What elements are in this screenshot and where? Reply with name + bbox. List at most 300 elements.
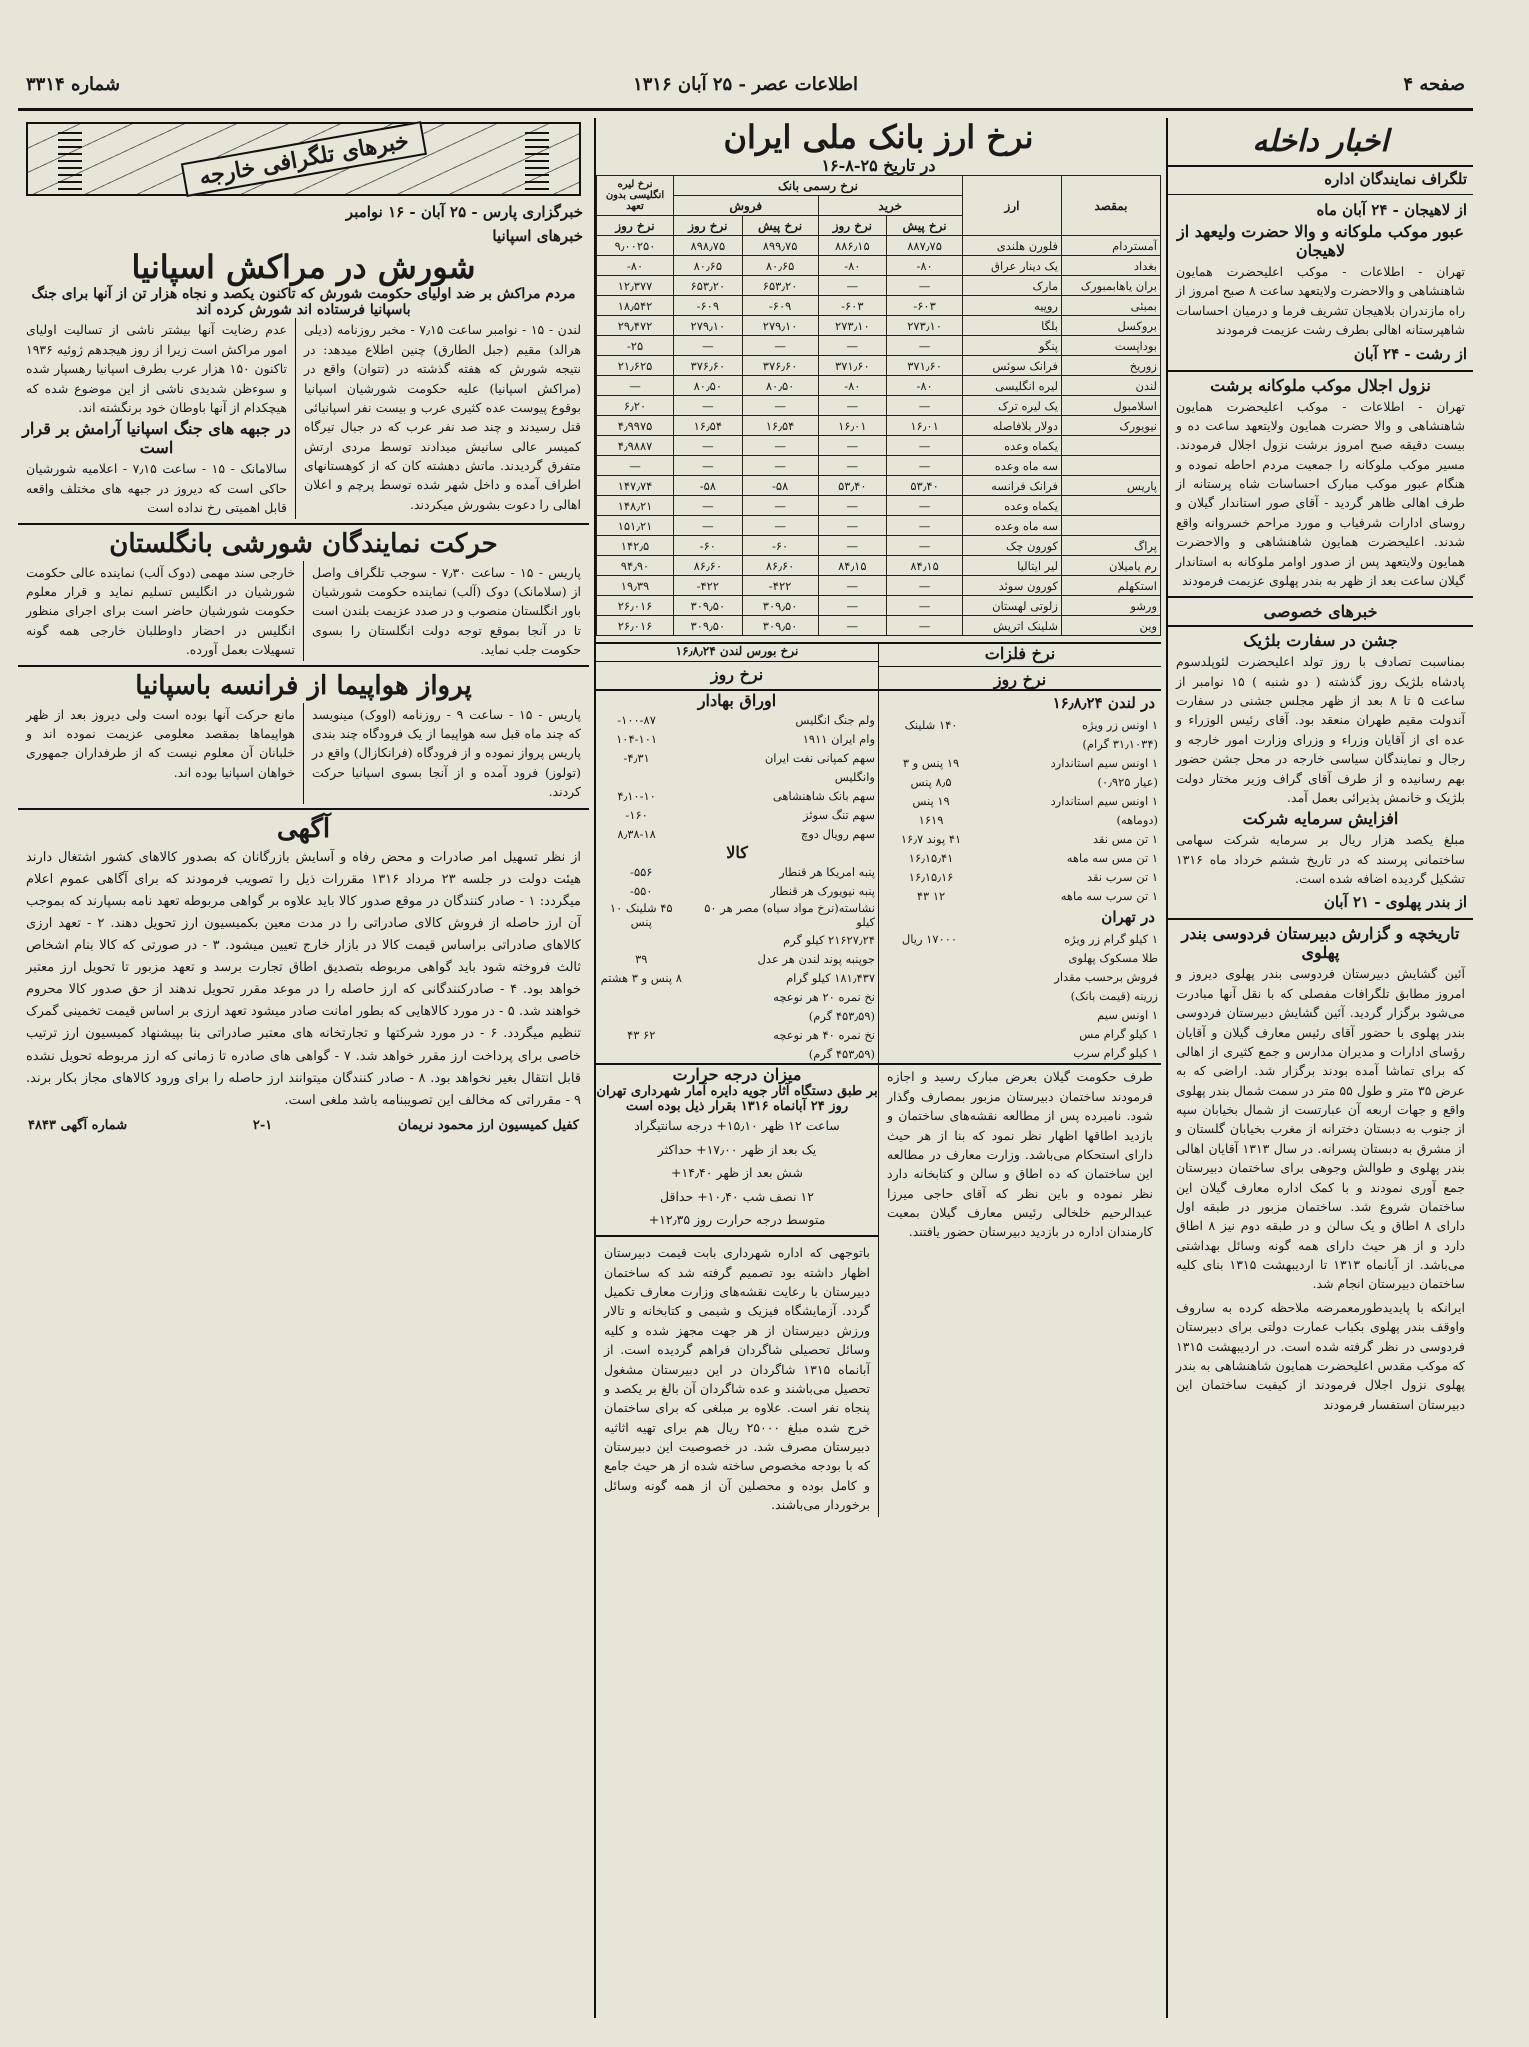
- plane-headline: پرواز هواپیما از فرانسه باسپانیا: [135, 671, 472, 702]
- table-row: [879, 1005, 1161, 1024]
- temperature-subtitle: بر طبق دستگاه آثار جویه دایره آمار شهرداری تهران: [596, 1084, 878, 1100]
- rate-cell-city: استکهلم: [1062, 576, 1161, 596]
- rate-cell-b2: —: [818, 596, 887, 616]
- rate-cell-p: ۱۴۷٫۷۴: [597, 476, 674, 496]
- item-value: ۴٫۳۱-: [623, 750, 650, 765]
- rate-cell-b1: ۵۳٫۴۰: [887, 476, 963, 496]
- rate-cell-s1: ۸۰٫۵۰: [742, 376, 818, 396]
- item-name: سهم رویال دوچ: [800, 826, 875, 841]
- item-value: [596, 987, 687, 1006]
- foreign-telegraph-banner: [26, 122, 581, 196]
- rate-cell-b2: ۶۰۳-: [818, 296, 887, 316]
- rate-cell-s1: ۲۷۹٫۱۰: [742, 316, 818, 336]
- rate-row: [597, 396, 1161, 416]
- col-official: نرخ رسمی بانک: [674, 176, 963, 196]
- rate-cell-b2: —: [818, 336, 887, 356]
- rate-cell-b2: ۵۳٫۴۰: [818, 476, 887, 496]
- metals-rate: نرخ روز: [710, 665, 764, 685]
- rate-cell-b1: —: [887, 276, 963, 296]
- rate-cell-s1: ۸۶٫۶۰: [742, 556, 818, 576]
- item-name: (دوماهه): [1116, 812, 1158, 827]
- rate-cell-b2: ۸۴٫۱۵: [818, 556, 887, 576]
- bonds-table: [596, 710, 878, 843]
- table-row: [596, 881, 878, 900]
- rate-cell-cur: زلوتی لهستان: [963, 596, 1062, 616]
- temperature-line: ۱۲ نصف شب ۱۰٫۴۰+ حداقل: [660, 1188, 814, 1204]
- rate-cell-city: [1062, 436, 1161, 456]
- ad-title: آگهی: [276, 813, 331, 844]
- rate-cell-cur: دولار بلافاصله: [963, 416, 1062, 436]
- temperature-day: روز ۲۴ آبانماه ۱۳۱۶ بقرار ذیل بوده است: [625, 1099, 849, 1115]
- morocco-text-b: عدم رضایت آنها بیشتر ناشی از تسالیت اولیای امور مراکش است زیرا از روز هیجدهم ژوئیه ۱۹۳۶ تاکنون ۱۵۰ هزار عرب بطرف اسپانیا رهسپار شده و سوءظن شدیدی ناشی از این موضوع شده که هیچکدام از آنها باوطان خود برنگشته اند.: [26, 322, 287, 415]
- banner-title: خبرهای تلگرافی خارجه: [180, 121, 426, 197]
- rate-cell-city: ورشو: [1062, 596, 1161, 616]
- rate-cell-city: [1062, 456, 1161, 476]
- rate-row: [597, 436, 1161, 456]
- rate-cell-cur: لیره انگلیسی: [963, 376, 1062, 396]
- rate-cell-s2: ۶۰۹-: [674, 296, 743, 316]
- item-name: (۴۵۳٫۵۹ گرم): [808, 1046, 875, 1061]
- item-value: [879, 1043, 980, 1062]
- rate-cell-cur: کورون چک: [963, 536, 1062, 556]
- rate-cell-s2: —: [674, 396, 743, 416]
- table-row: [879, 772, 1161, 791]
- rate-cell-b1: —: [887, 396, 963, 416]
- col-buy-prev: نرخ پیش: [887, 216, 963, 236]
- rate-cell-p: ۲۱٫۶۲۵: [597, 356, 674, 376]
- rate-cell-p: ۱۴۲٫۵: [597, 536, 674, 556]
- item-name: ۱ تن سرب سه ماهه: [1060, 888, 1158, 903]
- col-sell-today: نرخ روز: [674, 216, 743, 236]
- rate-cell-city: بمبئی: [1062, 296, 1161, 316]
- rate-cell-b2: —: [818, 536, 887, 556]
- table-row: [879, 1024, 1161, 1043]
- item-value: [596, 1044, 687, 1063]
- rate-cell-s1: —: [742, 396, 818, 416]
- item-value: ۸ پنس و ۳ هشتم: [600, 970, 682, 985]
- rate-cell-s1: ۳۰۹٫۵۰: [742, 616, 818, 636]
- rate-cell-city: بوداپست: [1062, 336, 1161, 356]
- col-buy: خرید: [818, 196, 962, 216]
- bank-rates-title: نرخ ارز بانک ملی ایران: [723, 118, 1034, 156]
- item-value: ۱۶۰-: [625, 807, 648, 822]
- exchange-rate-table: [596, 175, 1161, 636]
- rate-cell-b1: —: [887, 336, 963, 356]
- rate-cell-s2: —: [674, 336, 743, 356]
- rate-cell-b2: ۱۶٫۰۱: [818, 416, 887, 436]
- rate-cell-cur: لیر ایتالیا: [963, 556, 1062, 576]
- col-buy-today: نرخ روز: [818, 216, 887, 236]
- rate-cell-s2: ۳۰۹٫۵۰: [674, 616, 743, 636]
- item-name: پنبه امریکا هر قنطار: [779, 864, 875, 879]
- issue-number: شماره ۳۳۱۴: [26, 74, 121, 95]
- plane-text-a: پاریس - ۱۵ - ساعت ۹ - روزنامه (اووک) مینویسد که چند ماه قبل سه هواپیما از یک فرودگاه چند بندی پاریس پرواز نموده و از فرودگاه (فرانکازال) واقع در (تولوز) فرود آمده و از آنجا بسوی اسپانیا حرکت کردند.: [312, 706, 581, 800]
- item-name: (۳۱٫۱۰۳۴ گرام): [1082, 736, 1158, 751]
- rate-cell-s1: ۶۵۳٫۲۰: [742, 276, 818, 296]
- col-pound-today: نرخ روز: [597, 216, 674, 236]
- ad-text: از نظر تسهیل امر صادرات و محض رفاه و آسایش بازرگانان که بصدور کالاهای کشور اشتغال دارند هیئت دولت در جلسه ۲۳ مرداد ۱۳۱۶ مقررات ذیل را تصویب فرمودند که برای آگاهی عموم اعلام میگردد: ۱ - صادر کنندگان در موقع صدور کالا باید علاوه بر گواهی مربوطه تعهد نامه بسپارند که بموجب آن ارز حاصله از فروش کالای صادراتی را در مدت معین بکمیسیون ارز تحویل دهند. ۲ - تعهد ارزی کالاهای صادراتی براساس قیمت کالا در بازار خارج تعیین میشود. ۳ - در صورتی که کالا بنام اشخاص ثالث فروخته شود باید گواهی مربوطه بتصدیق اطاق تجارت برسد و تعهد مزبور تا تحویل ارز معتبر خواهد بود. ۴ - صادرکنندگانی که ارز حاصله را در موعد مقرر تحویل ندهند از حق صدور کالا محروم خواهند شد. ۵ - در مورد کالاهایی که بطور امانت صادر میشود تعهد ارزی بر اساس قیمت تخمینی گمرک تنظیم میگردد. ۶ - در مورد شرکتها و تجارتخانه های معتبر صادراتی بنا بپیشنهاد کمیسیون ارز ترتیب خاصی برای پرداخت ارز مقرر خواهد شد. ۷ - گواهی های صادره تا زمانی که ارز مربوطه تحویل نشده قابل انتقال بغیر نخواهد بود. ۸ - صادر کنندگان میتوانند ارز حاصله را برای ورود کالاهای مجاز بکار برند. ۹ - مقرراتی که مخالف این تصویبنامه باشد ملغی است.: [26, 849, 582, 1108]
- rate-cell-city: پاریس: [1062, 476, 1161, 496]
- spain-label: خبرهای اسپانیا: [492, 227, 583, 245]
- rate-cell-s1: —: [742, 516, 818, 536]
- lahijan-date: از لاهیجان - ۲۴ آبان ماه: [1316, 201, 1467, 219]
- rate-cell-cur: فرانک فرانسه: [963, 476, 1062, 496]
- rate-cell-b2: —: [818, 396, 887, 416]
- item-name: ۱ تن مس سه ماهه: [1066, 850, 1158, 865]
- table-row: [596, 710, 878, 729]
- rate-cell-s2: ۱۶٫۵۴: [674, 416, 743, 436]
- morocco-subheadline: مردم مراکش بر ضد اولیای حکومت شورش که تاکنون یکصد و نجاه هزار تن از آنها برای جنگ باسپانیا فرستاده اند شورش کرده اند: [31, 286, 576, 319]
- rate-row: [597, 576, 1161, 596]
- rate-cell-b1: ۸۸۷٫۷۵: [887, 236, 963, 256]
- rate-cell-cur: یک دینار عراق: [963, 256, 1062, 276]
- item-name: ۱ تن سرب نقد: [1087, 869, 1158, 884]
- rate-cell-city: وین: [1062, 616, 1161, 636]
- rate-cell-cur: یکماه وعده: [963, 496, 1062, 516]
- lahijan-headline: عبور موکب ملوکانه و والا حضرت ولیعهد از لاهیجان: [1177, 222, 1464, 260]
- col-sell-prev: نرخ پیش: [742, 216, 818, 236]
- masthead: [18, 70, 1473, 111]
- rate-cell-s2: ۳۷۶٫۶۰: [674, 356, 743, 376]
- rate-cell-s2: ۶۰-: [674, 536, 743, 556]
- rate-cell-s1: ۱۶٫۵۴: [742, 416, 818, 436]
- capital-headline: افزایش سرمایه شرکت: [1242, 809, 1399, 829]
- rate-row: [597, 356, 1161, 376]
- rate-cell-b2: ۲۷۳٫۱۰: [818, 316, 887, 336]
- rate-cell-s1: ۸۹۹٫۷۵: [742, 236, 818, 256]
- item-name: نشاسته(نرخ مواد سیاه) مصر هر ۵۰ کیلو: [704, 901, 875, 930]
- rate-cell-b1: ۸۰-: [887, 376, 963, 396]
- temperature-title: میزان درجه حرارت: [672, 1065, 802, 1085]
- item-value: [879, 967, 980, 986]
- rate-cell-s2: ۸۰٫۶۵: [674, 256, 743, 276]
- rate-row: [597, 336, 1161, 356]
- table-row: [596, 900, 878, 930]
- rate-cell-p: ۹۴٫۹۰: [597, 556, 674, 576]
- rate-cell-p: ۱۹٫۳۹: [597, 576, 674, 596]
- table-row: [596, 786, 878, 805]
- item-name: وانگلیس: [834, 769, 875, 784]
- metals-today: نرخ روز: [993, 670, 1047, 690]
- london-label: در لندن ۱۶٫۸٫۲۴: [1052, 694, 1155, 713]
- rate-cell-b1: —: [887, 516, 963, 536]
- rate-cell-cur: یک لیره ترک: [963, 396, 1062, 416]
- rate-cell-city: آمستردام: [1062, 236, 1161, 256]
- rate-cell-cur: پنگو: [963, 336, 1062, 356]
- rate-cell-b2: —: [818, 516, 887, 536]
- rate-row: [597, 416, 1161, 436]
- rate-cell-p: ۲۵-: [597, 336, 674, 356]
- rate-cell-p: ۲۹٫۴۷۲: [597, 316, 674, 336]
- rate-cell-cur: شلینک اتریش: [963, 616, 1062, 636]
- rate-cell-p: ۱۲٫۳۷۷: [597, 276, 674, 296]
- rate-row: [597, 296, 1161, 316]
- school-text: آئین گشایش دبیرستان فردوسی بندر پهلوی دیروز و امروز مطابق تلگرافات مفصلی که با نقل آنها مبادرت می‌شود برگزار گردید. آئین گشایش دبیرستان فردوسی بندر پهلوی با حضور آقای رئیس معارف گیلان و آقایان رؤسای ادارات و مدیران مدارس و جمع کثیری از اهالی که برای تماشا آمده بودند برگزار شد. اراضی که به عرض ۳۵ متر و طول ۵۵ متر در سمت شمال بندر پهلوی واقع و جهات اربعه آن عبارتست از شمال بخیابان سپه از جنوب به دبستان دخترانه از مغرب بخیابان گلستان و از مشرق به دبستان پسرانه. در سال ۱۳۱۳ آقایان اهالی بندر پهلوی و طوالش وجوهی برای ساختمان دبیرستان جمع آوری نمودند و با کمک اداره معارف گیلان این ساختمان شروع شد. ساختمان مزبور در طبقه اول دارای ۸ اطاق و یک سالن و در طبقه دوم نیز ۸ اطاق دارد و از هر حیث دارای همه گونه وسائل بهداشتی می‌باشد. از آبانماه ۱۳۱۳ تا اردیبهشت ۱۳۱۵ بنای کلیه ساختمان دبیرستان انجام شد.: [1176, 966, 1465, 1292]
- table-row: [596, 987, 878, 1006]
- table-row: [879, 848, 1161, 867]
- rasht-date: از رشت - ۲۴ آبان: [1353, 344, 1467, 363]
- table-row: [596, 748, 878, 767]
- rate-cell-b2: ۸۸۶٫۱۵: [818, 236, 887, 256]
- temperature-line: متوسط درجه حرارت روز ۱۲٫۳۵+: [648, 1211, 826, 1227]
- rate-row: [597, 456, 1161, 476]
- rate-cell-s2: —: [674, 456, 743, 476]
- table-row: [879, 886, 1161, 905]
- item-value: ۱۷۰۰۰ ریال: [901, 931, 958, 946]
- rate-cell-city: زوریخ: [1062, 356, 1161, 376]
- item-value: ۴٫۱۰-۱۰: [617, 788, 656, 803]
- rate-cell-p: ۱۵۱٫۲۱: [597, 516, 674, 536]
- rate-cell-b1: —: [887, 616, 963, 636]
- market-column: [594, 118, 1161, 2018]
- rate-row: [597, 276, 1161, 296]
- table-row: [596, 1025, 878, 1044]
- school-headline: تاریخچه و گزارش دبیرستان فردوسی بندر پهلوی: [1181, 924, 1460, 963]
- pars-agency-label: خبرگزاری پارس - ۲۵ آبان - ۱۶ نوامبر: [345, 203, 583, 221]
- rate-cell-cur: سه ماه وعده: [963, 456, 1062, 476]
- rate-cell-s2: —: [674, 496, 743, 516]
- rate-cell-p: ۴٫۹۹۷۵: [597, 416, 674, 436]
- rate-cell-p: ۱۴۸٫۲۱: [597, 496, 674, 516]
- rate-cell-s1: —: [742, 336, 818, 356]
- kala-title: کالا: [726, 843, 748, 863]
- rate-cell-s2: —: [674, 436, 743, 456]
- rate-row: [597, 496, 1161, 516]
- rate-cell-city: بغداد: [1062, 256, 1161, 276]
- item-name: ۱ کیلو گرام سرب: [1073, 1045, 1158, 1060]
- item-name: (۴۵۳٫۵۹ گرم): [808, 1008, 875, 1023]
- item-value: ۶۲ ۴۳: [627, 1027, 656, 1042]
- rate-cell-cur: کورون سوئد: [963, 576, 1062, 596]
- morocco-text-a: لندن - ۱۵ - نوامبر ساعت ۷٫۱۵ - مخبر روزنامه (دیلی هرالد) مقیم (جبل الطارق) چنین اطلاع میدهد: در نتیجه شورش که هفته گذشته در (تتوان) واقع در (مراکش اسپانیا) علیه حکومت شورشیان اسپانیا بوقوع پیوست عده کثیری عرب و بیست نفر اسپانیائی قتل رسیدند و چند صد نفر عرب که در جبال تیرگاه کمیسر عالی سانیش میدادند توسط مردی ارتش متفرق گردیدند. ماتش دهشته کان که از کوهستانهای اطراف آمده و داخل شهر شده توسط پرچم و اعلان اهالی را دعوت بشورش میکردند.: [304, 322, 581, 512]
- rate-cell-b2: —: [818, 276, 887, 296]
- temperature-line: شش بعد از ظهر ۱۴٫۴۰+: [671, 1165, 803, 1181]
- newspaper-page: [18, 22, 1473, 2027]
- tehran-title: در تهران: [1101, 908, 1155, 927]
- table-row: [596, 805, 878, 824]
- rate-cell-s1: ۶۰۹-: [742, 296, 818, 316]
- item-name: ۱ اونس سیم استاندارد: [1050, 793, 1158, 808]
- item-value: [879, 1005, 980, 1024]
- lahijan-text: تهران - اطلاعات - موکب اعلیحضرت همایون شاهنشاهی و والاحضرت ولایتعهد ساعت ۸ صبح امروز از راه مازندران بلاهیجان تشریف فرما و درمیان احساسات شاهپرستانه اهالی بطرف رشت عزیمت فرمودند: [1176, 264, 1465, 338]
- front-headline: در جبهه های جنگ اسپانیا آرامش بر قرار است: [22, 419, 291, 458]
- item-value: ۳۹: [635, 951, 648, 966]
- rate-cell-b1: —: [887, 436, 963, 456]
- rate-row: [597, 536, 1161, 556]
- england-text-a: پاریس - ۱۵ - ساعت ۷٫۳۰ - سوجب تلگراف واصل از (سلامانک) دوک (آلب) نماینده حکومت شورشیان باور انگلستان منصوب و در صدد عزیمت بلندن است تا در آنجا بموقع توجه دولت انگلستان را بسوی حکومت جلب نماید.: [312, 564, 581, 658]
- rate-cell-city: لندن: [1062, 376, 1161, 396]
- item-value: ۵۵۰-: [630, 883, 653, 898]
- table-row: [879, 715, 1161, 734]
- table-row: [879, 948, 1161, 967]
- domestic-news-logo: اخبار داخله: [1168, 118, 1473, 167]
- rate-cell-b1: —: [887, 496, 963, 516]
- rate-cell-s2: ۵۸-: [674, 476, 743, 496]
- table-row: [879, 986, 1161, 1005]
- table-row: [879, 929, 1161, 948]
- rate-cell-s2: ۸۶٫۶۰: [674, 556, 743, 576]
- table-row: [879, 1043, 1161, 1062]
- rate-cell-s2: ۴۲۲-: [674, 576, 743, 596]
- item-value: [879, 734, 983, 753]
- rasht-text: تهران - اطلاعات - موکب اعلیحضرت همایون شاهنشاهی و والا حضرت همایون ولایتعهد ساعت ده و بیست دقیقه صبح امروز برشت نزول اجلال فرمودند. مسیر موکب ملوکانه را جمعیت مردم احاطه نموده و هنگام عبور موکب مبارک احساسات شاه پرستانه از طرف اهالی ظاهر گردید - آقای صور استاندار گیلان و روسای ادارات شرفیاب و مورد مراحم خسروانه واقع شدند. اعلیحضرت همایون شاهنشاهی و والاحضرت همایون ولایتعهد پس از صدور اوامر ملوکانه به استاندار گیلان ساعت بعد از ظهر به بندر پهلوی عزیمت فرمودند: [1176, 398, 1465, 588]
- col-pound: نرخ لیره انگلیسی بدون تعهد: [597, 176, 674, 216]
- rate-cell-p: —: [597, 376, 674, 396]
- item-name: پنبه نیویورک هر قنطار: [770, 883, 875, 898]
- rate-cell-b2: —: [818, 436, 887, 456]
- item-name: جوپنبه پوند لندن هر عدل: [757, 951, 875, 966]
- item-value: [879, 1024, 980, 1043]
- rate-cell-city: بروکسل: [1062, 316, 1161, 336]
- rate-cell-s1: —: [742, 436, 818, 456]
- school2-text: باتوجهی که اداره شهرداری بابت قیمت دبیرستان اظهار داشته بود تصمیم گرفته شد که ساختمان دبیرستان با رعایت نقشه‌های وزارت معارف تکمیل گردد. آزمایشگاه فیزیک و شیمی و کتابخانه و تالار ورزش دبیرستان از هر جهت مجهز شده و کلیه وسائل تحصیلی شاگردان فراهم گردیده است. از آبانماه ۱۳۱۵ شاگردان در این دبیرستان مشغول تحصیل می‌باشند و عده شاگردان آن بالغ بر یکصد و پنجاه نفر است. علاوه بر مبلغی که برای ساختمان خرج شده مبلغ ۲۵۰۰۰ ریال هم برای تهیه اثاثیه دبیرستان مصرف شد. در خصوصیت این دبیرستان که با بودجه مخصوص ساخته شده از هر حیث جامع و کامل بوده و محصلین آن از همه گونه وسائل برخوردار می‌باشند.: [604, 1245, 870, 1513]
- item-name: ۱ اونس سیم استاندارد: [1050, 755, 1158, 770]
- page-label: صفحه ۴: [1403, 74, 1465, 95]
- rate-cell-p: ۱۸٫۵۴۲: [597, 296, 674, 316]
- rate-row: [597, 596, 1161, 616]
- temperature-line: یک بعد از ظهر ۱۷٫۰۰+ حداکثر: [657, 1141, 817, 1157]
- rate-cell-b2: —: [818, 456, 887, 476]
- rate-cell-p: ۴٫۹۸۸۷: [597, 436, 674, 456]
- rate-cell-cur: روپیه: [963, 296, 1062, 316]
- table-row: [596, 729, 878, 748]
- rate-row: [597, 516, 1161, 536]
- item-name: نخ نمره ۲۰ هر نوعچه: [773, 989, 875, 1004]
- capital-text: مبلغ یکصد هزار ریال بر سرمایه شرکت سهامی ساختمانی پرسند که در تاریخ ششم خرداد ماه ۱۳۱۶ تشکیل گردیده اضافه شده است.: [1176, 832, 1465, 886]
- rate-cell-s2: ۳۰۹٫۵۰: [674, 596, 743, 616]
- rate-cell-b1: —: [887, 576, 963, 596]
- col-sell: فروش: [674, 196, 819, 216]
- item-value: ۱۶٫۱۵٫۴۱: [908, 850, 954, 865]
- rate-cell-b2: ۸۰-: [818, 256, 887, 276]
- item-name: ۱ اونس زر ویژه: [1082, 717, 1158, 732]
- domestic-news-column: [1166, 118, 1473, 2018]
- col-currency: ارز: [963, 176, 1062, 236]
- table-row: [879, 829, 1161, 848]
- item-value: ۱۰۴-۱۰۱: [616, 731, 658, 746]
- item-name: زرینه (قیمت بانک): [1070, 988, 1158, 1003]
- rate-cell-b1: —: [887, 456, 963, 476]
- belgium-headline: جشن در سفارت بلژیک: [1243, 631, 1398, 651]
- item-value: ۸٫۳۸-۱۸: [617, 826, 656, 841]
- ad-signature: کفیل کمیسیون ارز محمود نریمان: [397, 1117, 579, 1133]
- subtitle: تلگراف نمایندگان اداره: [1324, 170, 1467, 188]
- rate-cell-cur: بلگا: [963, 316, 1062, 336]
- table-row: [879, 967, 1161, 986]
- metals-title: نرخ فلزات: [984, 644, 1056, 664]
- belgium-text: بمناسبت تصادف با روز تولد اعلیحضرت لئوپلدسوم پادشاه بلژیک روز گذشته ( دو شنبه ) ۱۵ نوامبر از ساعت ۵ تا ۸ بعد از ظهر مجلس جشنی در سفارت آندولت مقیم طهران منعقد بود. آقای رئیس الوزراء و عده ای از آقایان وزراء و وزرای وزارت امور خارجه و رجال و نمایندگان سیاسی خارجه در محل جشن حضور بهم رسانیده و از طرف آقای گراف وزیر مختار دولت بلژیک و خانمش پذیرائی بعمل آمد.: [1176, 654, 1466, 805]
- rate-cell-b2: —: [818, 576, 887, 596]
- ad-code: ۲-۱: [252, 1117, 273, 1133]
- table-row: [879, 734, 1161, 753]
- item-value: ۱۹ پنس: [912, 793, 950, 808]
- rate-cell-s1: —: [742, 496, 818, 516]
- rate-cell-city: رم یامیلان: [1062, 556, 1161, 576]
- rate-cell-b1: —: [887, 536, 963, 556]
- rate-cell-cur: یکماه وعده: [963, 436, 1062, 456]
- rate-row: [597, 256, 1161, 276]
- rate-cell-b2: —: [818, 496, 887, 516]
- item-name: سهم تنگ سوئز: [803, 807, 875, 822]
- item-value: [596, 767, 677, 786]
- rate-row: [597, 236, 1161, 256]
- rate-cell-cur: فرانک سوئس: [963, 356, 1062, 376]
- rate-row: [597, 556, 1161, 576]
- table-row: [596, 968, 878, 987]
- morocco-headline: شورش در مراکش اسپانیا: [131, 248, 476, 286]
- rate-cell-s2: ۲۷۹٫۱۰: [674, 316, 743, 336]
- rate-cell-b1: ۲۷۳٫۱۰: [887, 316, 963, 336]
- rate-cell-city: [1062, 496, 1161, 516]
- masthead-date: اطلاعات عصر - ۲۵ آبان ۱۳۱۶: [632, 74, 859, 95]
- table-row: [596, 949, 878, 968]
- item-name: وام ایران ۱۹۱۱: [802, 731, 875, 746]
- table-row: [879, 791, 1161, 810]
- item-name: ۲۱۶۲۷٫۲۴ کیلو گرم: [783, 932, 875, 947]
- item-name: ۱ کیلو گرام زر ویژه: [1064, 931, 1158, 946]
- rate-cell-b2: —: [818, 616, 887, 636]
- front-text: سالامانک - ۱۵ - ساعت ۷٫۱۵ - اعلامیه شورشیان حاکی است که دیروز در جبهه های مختلف واقعه قابل اهمیتی رخ نداده است: [26, 461, 287, 516]
- special-news-head: خبرهای خصوصی: [1263, 602, 1378, 622]
- item-name: ۱۸۱٫۴۳۷ کیلو گرام: [786, 970, 875, 985]
- rate-cell-b1: ۱۶٫۰۱: [887, 416, 963, 436]
- item-name: فروش برحسب مقدار: [1054, 969, 1158, 984]
- telegraph-pole-icon: [525, 128, 549, 190]
- ad-number: شماره آگهی ۴۸۴۳: [28, 1117, 128, 1133]
- rate-cell-b1: ۶۰۳-: [887, 296, 963, 316]
- rate-cell-cur: سه ماه وعده: [963, 516, 1062, 536]
- metals-table: [879, 715, 1161, 905]
- item-value: [879, 986, 980, 1005]
- table-row: [596, 767, 878, 786]
- table-row: [596, 862, 878, 881]
- rate-cell-s1: ۴۲۲-: [742, 576, 818, 596]
- item-value: [879, 948, 980, 967]
- item-value: ۱۴۰ شلینک: [904, 717, 958, 732]
- bank-rates-date: در تاریخ ۲۵-۸-۱۶: [821, 156, 936, 176]
- item-name: سهم بانک شاهنشاهی: [772, 788, 875, 803]
- rate-cell-s1: ۵۸-: [742, 476, 818, 496]
- table-row: [596, 930, 878, 949]
- rate-row: [597, 316, 1161, 336]
- item-value: ۴۵ شلینک ۱۰ پنس: [609, 901, 673, 930]
- rate-cell-s1: ۳۷۶٫۶۰: [742, 356, 818, 376]
- item-value: ۱۲ ۴۳: [916, 888, 946, 903]
- rate-cell-p: —: [597, 456, 674, 476]
- rate-cell-s1: ۸۰٫۶۵: [742, 256, 818, 276]
- rate-cell-b1: ۳۷۱٫۶۰: [887, 356, 963, 376]
- table-row: [596, 1044, 878, 1063]
- rate-cell-s1: ۳۰۹٫۵۰: [742, 596, 818, 616]
- item-value: ۱۶۱۹: [918, 812, 944, 827]
- rate-cell-b2: ۸۰-: [818, 376, 887, 396]
- rate-cell-b1: ۸۰-: [887, 256, 963, 276]
- item-name: نخ نمره ۴۰ هر نوعچه: [773, 1027, 875, 1042]
- rate-cell-cur: مارک: [963, 276, 1062, 296]
- table-row: [596, 1006, 878, 1025]
- foreign-news-column: [18, 118, 589, 2018]
- rate-cell-cur: فلورن هلندی: [963, 236, 1062, 256]
- item-value: [596, 930, 687, 949]
- rate-row: [597, 376, 1161, 396]
- rate-cell-city: نیویورک: [1062, 416, 1161, 436]
- col-market: بمقصد: [1062, 176, 1161, 236]
- rate-cell-s2: ۶۵۳٫۲۰: [674, 276, 743, 296]
- item-value: ۸٫۵ پنس: [910, 774, 952, 789]
- rate-row: [597, 476, 1161, 496]
- rate-cell-city: [1062, 516, 1161, 536]
- rate-cell-s1: —: [742, 456, 818, 476]
